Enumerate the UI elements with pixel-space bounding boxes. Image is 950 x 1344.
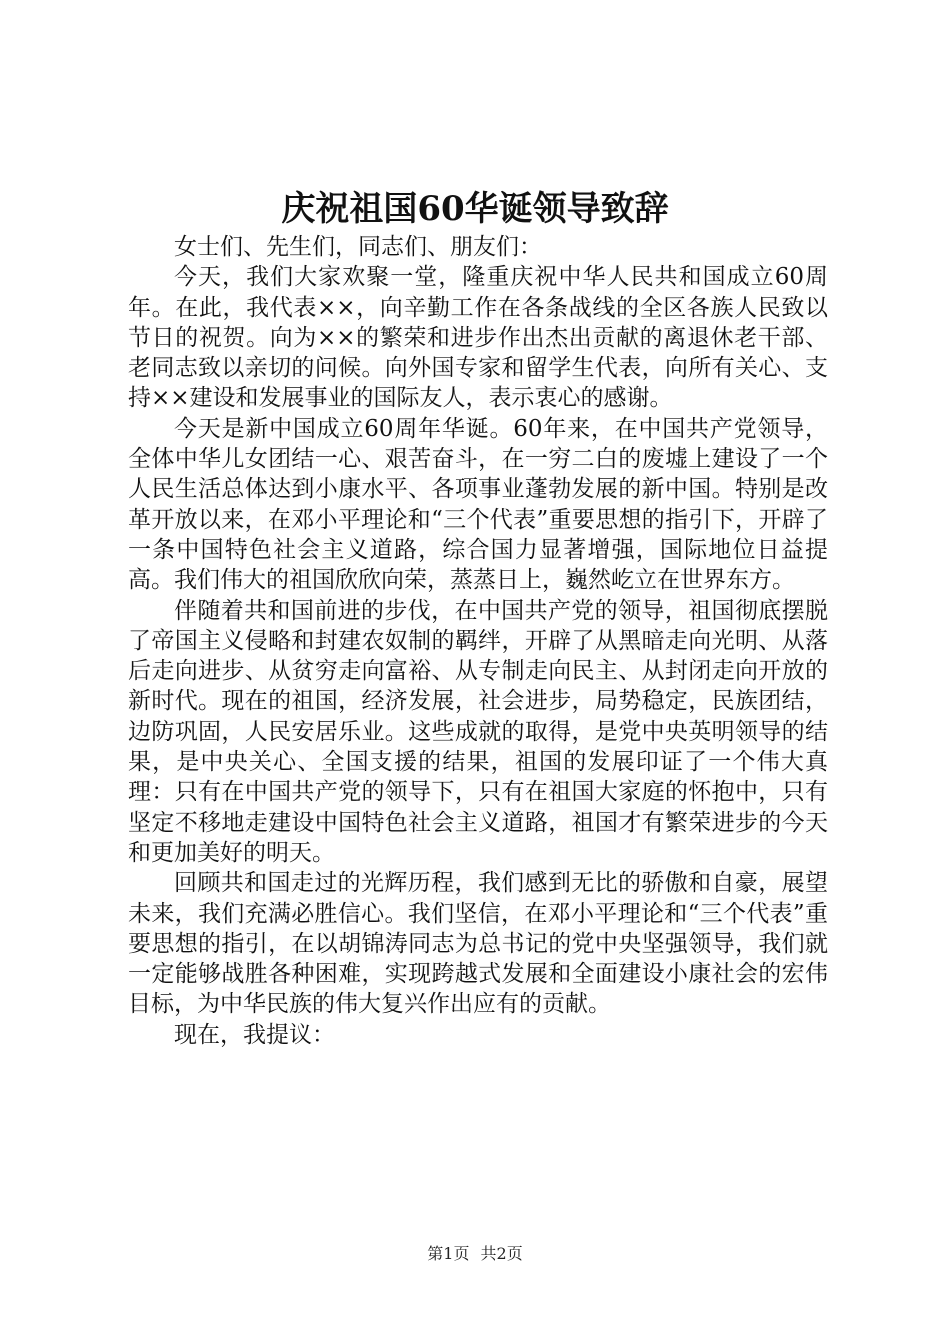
page-total: 共2页 [480,1244,523,1263]
paragraph: 伴随着共和国前进的步伐，在中国共产党的领导，祖国彻底摆脱了帝国主义侵略和封建农奴制的羁绊，开辟了从黑暗走向光明、从落后走向进步、从贫穷走向富裕、从专制走向民主、从封闭走向开放的新时代。现在的祖国，经济发展，社会进步，局势稳定，民族团结，边防巩固，人民安居乐业。这些成就的取得，是党中央英明领导的结果，是中央关心、全国支援的结果，祖国的发展印证了一个伟大真理：只有在中国共产党的领导下，只有在祖国大家庭的怀抱中，只有坚定不移地走建设中国特色社会主义道路，祖国才有繁荣进步的今天和更加美好的明天。 [128,597,828,866]
document-title: 庆祝祖国60华诞领导致辞 [281,189,669,229]
paragraph: 回顾共和国走过的光辉历程，我们感到无比的骄傲和自豪，展望未来，我们充满必胜信心。我们坚信，在邓小平理论和“三个代表”重要思想的指引，在以胡锦涛同志为总书记的党中央坚强领导，我们就一定能够战胜各种困难，实现跨越式发展和全面建设小康社会的宏伟目标，为中华民族的伟大复兴作出应有的贡献。 [128,870,828,1018]
paragraph: 今天，我们大家欢聚一堂，隆重庆祝中华人民共和国成立60周年。在此，我代表××，向辛勤工作在各条战线的全区各族人民致以节日的祝贺。向为××的繁荣和进步作出杰出贡献的离退休老干部、老同志致以亲切的问候。向外国专家和留学生代表，向所有关心、支持××建设和发展事业的国际友人，表示衷心的感谢。 [128,264,828,412]
paragraph-salutation: 女士们、先生们，同志们、朋友们： [174,234,542,260]
page-number: 第1页 [427,1244,470,1263]
document-body [128,232,828,1050]
paragraph: 现在，我提议： [174,1021,335,1048]
page-footer [0,1242,950,1266]
paragraph: 今天是新中国成立60周年华诞。60年来，在中国共产党领导，全体中华儿女团结一心、艰苦奋斗，在一穷二白的废墟上建设了一个人民生活总体达到小康水平、各项事业蓬勃发展的新中国。特别是改革开放以来，在邓小平理论和“三个代表”重要思想的指引下，开辟了一条中国特色社会主义道路，综合国力显著增强，国际地位日益提高。我们伟大的祖国欣欣向荣，蒸蒸日上，巍然屹立在世界东方。 [128,415,828,594]
